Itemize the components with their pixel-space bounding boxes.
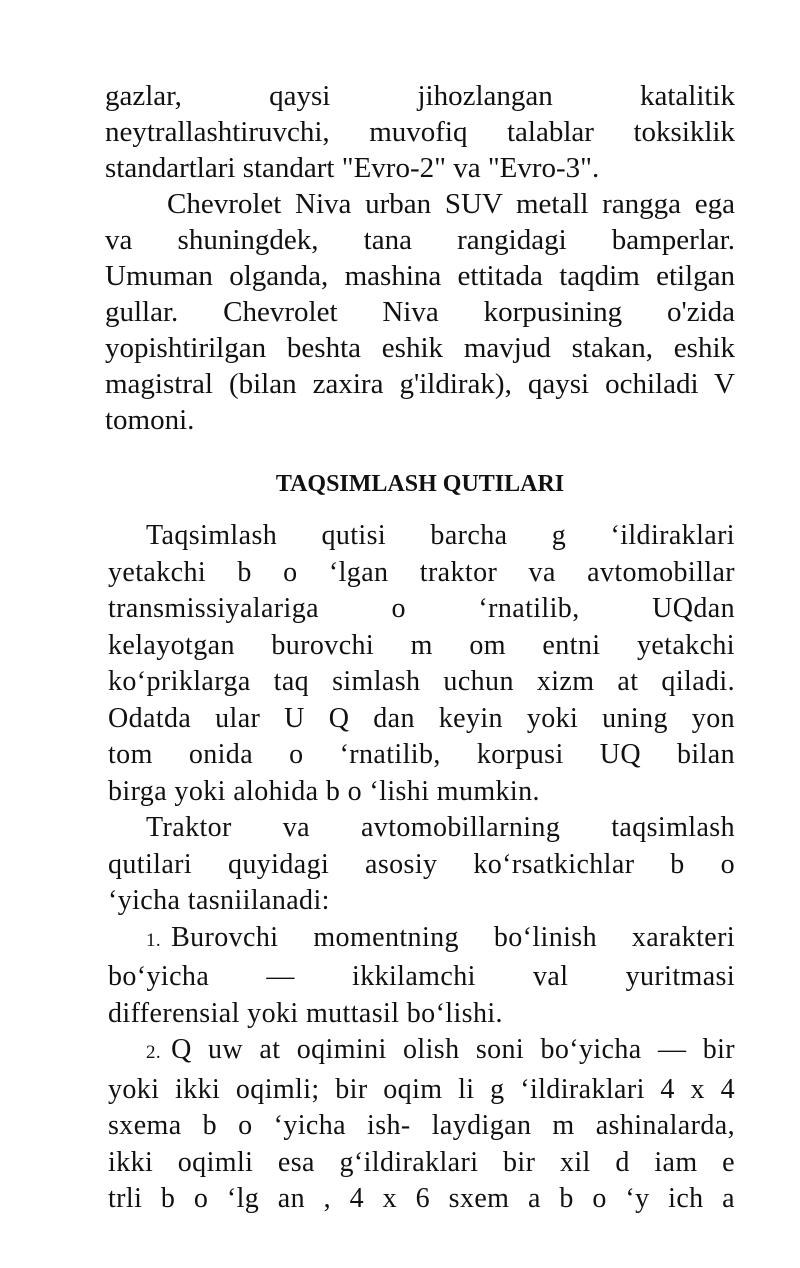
text-line: magistral (bilan zaxira g'ildirak), qaysi ochiladi V [105, 368, 735, 400]
text-line: transmissiyalariga o ‘rnatilib, UQdan [108, 593, 735, 624]
text-line: Traktor va avtomobillarning taqsimlash [146, 812, 735, 843]
text-line: differensial yoki muttasil bo‘lishi. [108, 997, 503, 1029]
text-line: Burovchi momentning bo‘linish xarakteri [171, 921, 735, 953]
text-line: Q uw at oqimini olish soni bo‘yicha — bir [171, 1034, 735, 1065]
text-line: va shuningdek, tana rangidagi bamperlar. [105, 224, 735, 256]
text-line: Umuman olganda, mashina ettitada taqdim etilgan [105, 260, 735, 292]
text-line: ko‘priklarga taq simlash uchun xizm at qiladi. [108, 666, 735, 697]
section-body [108, 518, 735, 1218]
text-line: birga yoki alohida b o ‘lishi mumkin. [108, 775, 540, 807]
section-heading: TAQSIMLASH QUTILARI [275, 471, 565, 497]
text-line: yoki ikki oqimli; bir oqim li g ‘ildiraklari 4 x 4 [108, 1073, 735, 1105]
paragraph-chevrolet-niva [105, 186, 735, 438]
text-line: qutilari quyidagi asosiy ko‘rsatkichlar b o [108, 848, 735, 880]
text-line: bo‘yicha — ikkilamchi val yuritmasi [108, 961, 735, 992]
text-line: neytrallashtiruvchi, muvofiq talablar toksiklik [105, 116, 735, 148]
text-line: tomoni. [105, 404, 195, 436]
text-line: ‘yicha tasniilanadi: [108, 885, 330, 916]
text-line: tom onida o ‘rnatilib, korpusi UQ bilan [108, 739, 735, 770]
list-item-line [108, 920, 735, 960]
list-item-line [108, 1032, 735, 1072]
text-line: ikki oqimli esa g‘ildiraklari bir xil d iam e [108, 1146, 735, 1178]
text-line: standartlari standart "Evro-2" va "Evro-3". [105, 152, 600, 184]
text-line: yetakchi b o ‘lgan traktor va avtomobillar [108, 556, 735, 588]
paragraph-emissions [105, 78, 735, 186]
text-line: Chevrolet Niva urban SUV metall rangga ega [167, 188, 735, 220]
list-number: 1. [146, 929, 162, 951]
text-line: gullar. Chevrolet Niva korpusining o'zida [105, 296, 735, 328]
text-line: gazlar, qaysi jihozlangan katalitik [105, 80, 735, 112]
text-line: Taqsimlash qutisi barcha g ‘ildiraklari [146, 520, 735, 551]
text-line: Odatda ular U Q dan keyin yoki uning yon [108, 702, 735, 734]
text-line: sxema b o ‘yicha ish- laydigan m ashinalarda, [108, 1110, 735, 1141]
text-line: yopishtirilgan beshta eshik mavjud stakan, eshik [105, 332, 735, 364]
list-number: 2. [146, 1042, 162, 1063]
text-line: trli b o ‘lg an , 4 x 6 sxem a b o ‘y ich a [108, 1183, 735, 1214]
text-line: kelayotgan burovchi m om entni yetakchi [108, 629, 735, 661]
